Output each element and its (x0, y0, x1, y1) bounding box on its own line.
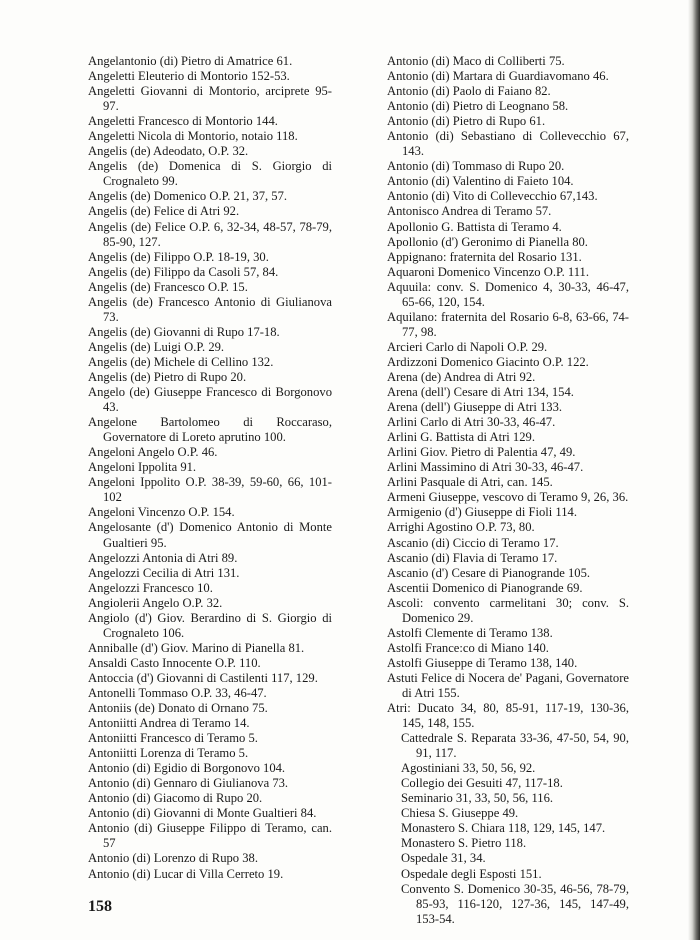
index-entry: Antonio (di) Paolo di Faiano 82. (387, 84, 551, 99)
index-entry: Antonio (di) Pietro di Leognano 58. (387, 99, 569, 114)
index-entry: Antonio (di) Lucar di Villa Cerreto 19. (88, 866, 284, 881)
index-column-left (88, 54, 332, 882)
index-entry: Angelis (de) Michele di Cellino 132. (88, 354, 274, 369)
index-entry: Angeletti Eleuterio di Montorio 152-53. (88, 69, 290, 84)
index-subentry: Chiesa S. Giuseppe 49. (401, 806, 519, 821)
index-column-right (387, 54, 629, 927)
index-entry: Arlini Giov. Pietro di Palentia 47, 49. (387, 445, 576, 460)
index-entry: Aquilano: fraternita del Rosario 6-8, 63-66, 74-77, 98. (387, 309, 629, 339)
index-entry: Angelozzi Cecilia di Atri 131. (88, 565, 240, 580)
index-entry: Angiolo (d') Giov. Berardino di S. Giorgio di Crognaleto 106. (88, 610, 332, 640)
index-entry: Ansaldi Casto Innocente O.P. 110. (88, 655, 261, 670)
index-entry: Aquuila: conv. S. Domenico 4, 30-33, 46-47, 65-66, 120, 154. (387, 279, 629, 309)
index-entry: Antonio (di) Giovanni di Monte Gualtieri 84. (88, 806, 317, 821)
index-entry: Angelis (de) Felice di Atri 92. (88, 204, 240, 219)
index-entry: Angelantonio (di) Pietro di Amatrice 61. (88, 54, 293, 68)
index-entry: Aquaroni Domenico Vincenzo O.P. 111. (387, 264, 589, 279)
page-number: 158 (88, 898, 112, 915)
index-entry: Angeletti Giovanni di Montorio, arciprete 95-97. (88, 84, 332, 114)
index-entry: Armigenio (d') Giuseppe di Fioli 114. (387, 505, 577, 520)
index-entry: Arlini G. Battista di Atri 129. (387, 430, 535, 445)
index-entry: Arrighi Agostino O.P. 73, 80. (387, 520, 535, 535)
index-entry: Angelis (de) Francesco O.P. 15. (88, 279, 248, 294)
index-entry: Angeloni Ippolito O.P. 38-39, 59-60, 66, 101-102 (88, 475, 332, 505)
index-subentry: Agostiniani 33, 50, 56, 92. (401, 761, 536, 776)
index-entry: Angeletti Nicola di Montorio, notaio 118. (88, 129, 298, 144)
index-entry: Angelis (de) Giovanni di Rupo 17-18. (88, 324, 280, 339)
index-entry: Angeloni Angelo O.P. 46. (88, 445, 218, 460)
index-entry: Antonio (di) Lorenzo di Rupo 38. (88, 851, 258, 866)
index-entry: Antonio (di) Egidio di Borgonovo 104. (88, 761, 286, 776)
index-entry: Arena (de) Andrea di Atri 92. (387, 369, 536, 384)
index-entry: Atri: Ducato 34, 80, 85-91, 117-19, 130-36, 145, 148, 155. (387, 701, 629, 731)
index-entry: Angelis (de) Francesco Antonio di Giulianova 73. (88, 294, 332, 324)
index-entry: Armeni Giuseppe, vescovo di Teramo 9, 26, 36. (387, 490, 629, 505)
index-entry: Astolfi France:co di Miano 140. (387, 640, 549, 655)
page-edge-shadow (688, 0, 700, 940)
index-entry: Angelis (de) Felice O.P. 6, 32-34, 48-57, 78-79, 85-90, 127. (88, 219, 332, 249)
index-entry: Astuti Felice di Nocera de' Pagani, Governatore di Atri 155. (387, 670, 629, 700)
index-entry: Angeloni Ippolita 91. (88, 460, 197, 475)
index-entry: Appignano: fraternita del Rosario 131. (387, 249, 582, 264)
index-subentry: Ospedale 31, 34. (401, 851, 486, 866)
index-entry: Angelo (de) Giuseppe Francesco di Borgonovo 43. (88, 385, 332, 415)
index-entry: Antoniis (de) Donato di Ornano 75. (88, 701, 268, 716)
index-entry: Arena (dell') Cesare di Atri 134, 154. (387, 385, 574, 400)
index-subentry: Monastero S. Pietro 118. (401, 836, 527, 851)
index-entry: Antoniitti Francesco di Teramo 5. (88, 731, 258, 746)
index-entry: Antonio (di) Sebastiano di Collevecchio 67, 143. (387, 129, 629, 159)
index-entry: Angelone Bartolomeo di Roccaraso, Governatore di Loreto aprutino 100. (88, 415, 332, 445)
index-entry: Arlini Massimino di Atri 30-33, 46-47. (387, 460, 584, 475)
index-entry: Antonelli Tommaso O.P. 33, 46-47. (88, 685, 267, 700)
index-subentry: Convento S. Domenico 30-35, 46-56, 78-79, 85-93, 116-120, 127-36, 145, 147-49, 153-54. (401, 881, 629, 926)
index-entry: Angeloni Vincenzo O.P. 154. (88, 505, 235, 520)
index-subentry: Collegio dei Gesuiti 47, 117-18. (401, 776, 563, 791)
index-entry: Angelis (de) Filippo da Casoli 57, 84. (88, 264, 279, 279)
index-subentry: Seminario 31, 33, 50, 56, 116. (401, 791, 554, 806)
index-entry: Antoccia (d') Giovanni di Castilenti 117, 129. (88, 670, 318, 685)
index-entry: Antonisco Andrea di Teramo 57. (387, 204, 552, 219)
index-entry: Angelis (de) Domenico O.P. 21, 37, 57. (88, 189, 288, 204)
index-entry: Antonio (di) Valentino di Faieto 104. (387, 174, 574, 189)
index-entry: Angelis (de) Pietro di Rupo 20. (88, 369, 247, 384)
index-entry: Angelis (de) Filippo O.P. 18-19, 30. (88, 249, 269, 264)
index-subentry: Cattedrale S. Reparata 33-36, 47-50, 54, 90, 91, 117. (401, 731, 629, 761)
index-entry: Antonio (di) Maco di Colliberti 75. (387, 54, 565, 68)
index-entry: Angeletti Francesco di Montorio 144. (88, 114, 278, 129)
index-subentry: Ospedale degli Esposti 151. (401, 866, 542, 881)
index-entry: Arlini Pasquale di Atri, can. 145. (387, 475, 553, 490)
index-entry: Antoniitti Lorenza di Teramo 5. (88, 746, 249, 761)
index-entry: Angelozzi Antonia di Atri 89. (88, 550, 238, 565)
index-entry: Antonio (di) Giuseppe Filippo di Teramo, can. 57 (88, 821, 332, 851)
index-entry: Angelis (de) Luigi O.P. 29. (88, 339, 225, 354)
index-entry: Antonio (di) Martara di Guardiavomano 46. (387, 69, 609, 84)
index-entry: Antonio (di) Gennaro di Giulianova 73. (88, 776, 289, 791)
index-entry: Ascanio (di) Ciccio di Teramo 17. (387, 535, 559, 550)
index-entry: Antonio (di) Vito di Collevecchio 67,143. (387, 189, 598, 204)
index-entry: Apollonio G. Battista di Teramo 4. (387, 219, 562, 234)
index-entry: Antoniitti Andrea di Teramo 14. (88, 716, 250, 731)
index-subentry: Monastero S. Chiara 118, 129, 145, 147. (401, 821, 606, 836)
index-entry: Angiolerii Angelo O.P. 32. (88, 595, 223, 610)
index-entry: Antonio (di) Tommaso di Rupo 20. (387, 159, 565, 174)
index-entry: Antonio (di) Pietro di Rupo 61. (387, 114, 546, 129)
index-entry: Angelozzi Francesco 10. (88, 580, 213, 595)
index-entry: Angelis (de) Adeodato, O.P. 32. (88, 144, 249, 159)
index-entry: Ascanio (d') Cesare di Pianogrande 105. (387, 565, 591, 580)
index-entry: Ascoli: convento carmelitani 30; conv. S. Domenico 29. (387, 595, 629, 625)
index-entry: Ascanio (di) Flavia di Teramo 17. (387, 550, 558, 565)
index-entry: Anniballe (d') Giov. Marino di Pianella 81. (88, 640, 305, 655)
index-entry: Arlini Carlo di Atri 30-33, 46-47. (387, 415, 556, 430)
index-entry: Arcieri Carlo di Napoli O.P. 29. (387, 339, 548, 354)
index-entry: Arena (dell') Giuseppe di Atri 133. (387, 400, 563, 415)
index-entry: Antonio (di) Giacomo di Rupo 20. (88, 791, 263, 806)
index-entry: Angelosante (d') Domenico Antonio di Monte Gualtieri 95. (88, 520, 332, 550)
index-entry: Ascentii Domenico di Pianogrande 69. (387, 580, 583, 595)
index-entry: Astolfi Clemente di Teramo 138. (387, 625, 553, 640)
index-entry: Angelis (de) Domenica di S. Giorgio di Crognaleto 99. (88, 159, 332, 189)
index-entry: Ardizzoni Domenico Giacinto O.P. 122. (387, 354, 589, 369)
index-entry: Apollonio (d') Geronimo di Pianella 80. (387, 234, 588, 249)
index-entry: Astolfi Giuseppe di Teramo 138, 140. (387, 655, 578, 670)
